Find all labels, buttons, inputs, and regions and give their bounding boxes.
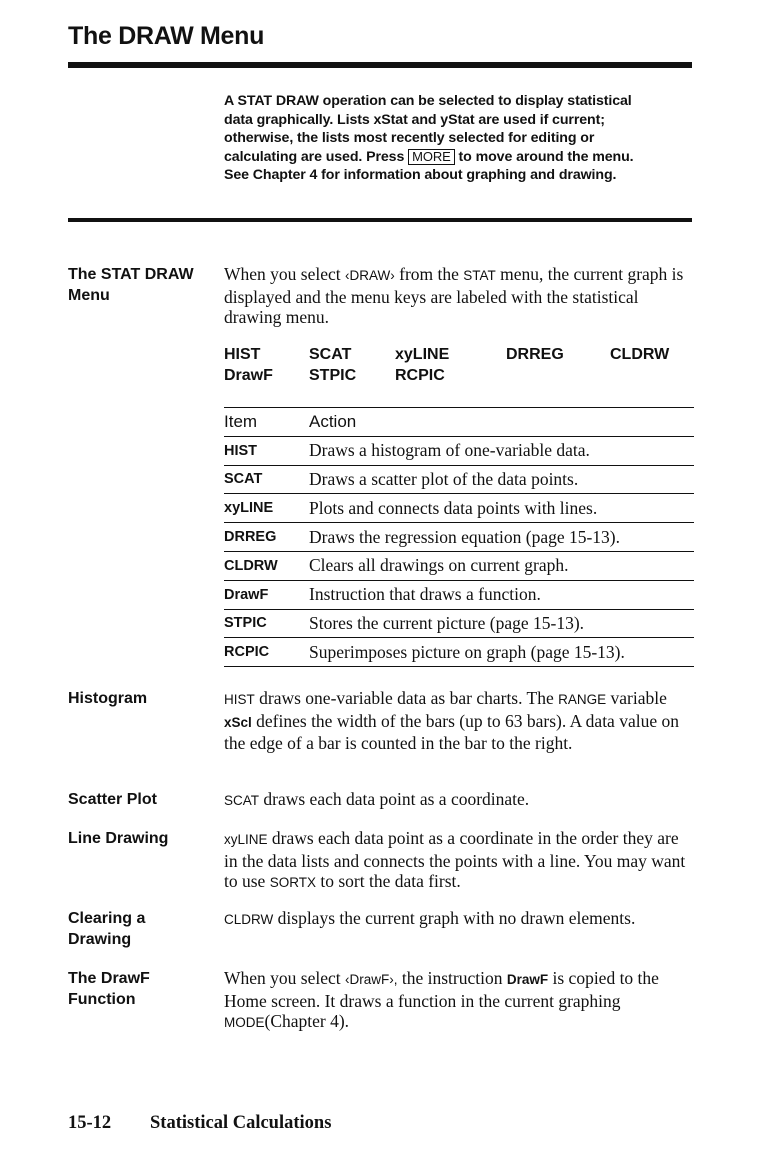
- intro-line: See Chapter 4 for information about graphing and drawing.: [224, 167, 617, 183]
- menu-labels: [224, 346, 694, 388]
- line-drawing-heading: Line Drawing: [68, 830, 169, 847]
- title-rule: [68, 62, 692, 68]
- intro-line: A STAT DRAW operation can be selected to display statistical: [224, 93, 632, 109]
- menu-label-drreg: DRREG: [506, 346, 564, 363]
- item-cell: CLDRW: [224, 551, 309, 580]
- table-row: [224, 609, 694, 638]
- histogram-text: HIST draws one-variable data as bar charts. The RANGE variable xScl defines the width of the bars (up to 63 bars). A data value on the edge of a bar is counted in the bar to the right.: [224, 688, 679, 753]
- action-cell: Stores the current picture (page 15-13).: [309, 609, 694, 638]
- table-header-row: [224, 408, 694, 437]
- scatter-plot-heading: Scatter Plot: [68, 791, 157, 808]
- table-row: [224, 494, 694, 523]
- action-cell: Draws the regression equation (page 15-13).: [309, 523, 694, 552]
- header-item: Item: [224, 408, 309, 437]
- header-action: Action: [309, 408, 694, 437]
- action-cell: Instruction that draws a function.: [309, 580, 694, 609]
- drawf-heading: The DrawF Function: [68, 970, 150, 1008]
- menu-label-scat: SCAT: [309, 346, 352, 363]
- drawf-text: When you select ‹DrawF›, the instruction DrawF is copied to the Home screen. It draws a function in the current graphing MODE(Chapter 4).: [224, 968, 659, 1031]
- section-rule: [68, 218, 692, 222]
- item-cell: xyLINE: [224, 494, 309, 523]
- item-cell: DrawF: [224, 580, 309, 609]
- stat-draw-menu-text: When you select ‹DRAW› from the STAT menu, the current graph is displayed and the menu keys are labeled with the statistical drawing menu.: [224, 264, 684, 327]
- item-cell: STPIC: [224, 609, 309, 638]
- clearing-drawing-heading: Clearing a Drawing: [68, 910, 146, 948]
- action-cell: Draws a histogram of one-variable data.: [309, 436, 694, 465]
- menu-label-stpic: STPIC: [309, 367, 357, 384]
- table-row: [224, 436, 694, 465]
- item-cell: DRREG: [224, 523, 309, 552]
- page-number: 15-12: [68, 1113, 112, 1133]
- item-action-table: [224, 407, 694, 667]
- more-key: MORE: [408, 149, 455, 165]
- histogram-heading: Histogram: [68, 690, 148, 707]
- table-row: [224, 551, 694, 580]
- page-title: The DRAW Menu: [68, 22, 265, 50]
- table-row: [224, 638, 694, 667]
- item-cell: SCAT: [224, 465, 309, 494]
- table-row: [224, 580, 694, 609]
- item-cell: HIST: [224, 436, 309, 465]
- clearing-drawing-text: CLDRW displays the current graph with no drawn elements.: [224, 908, 636, 928]
- action-cell: Superimposes picture on graph (page 15-13).: [309, 638, 694, 667]
- action-cell: Clears all drawings on current graph.: [309, 551, 694, 580]
- intro-paragraph: [224, 92, 694, 185]
- menu-label-drawf: DrawF: [224, 367, 273, 384]
- menu-label-rcpic: RCPIC: [395, 367, 445, 384]
- line-drawing-text: xyLINE draws each data point as a coordinate in the order they are in the data lists and connects the points with a line. You may want to use SORTX to sort the data first.: [224, 828, 686, 891]
- table-row: [224, 465, 694, 494]
- scatter-plot-text: SCAT draws each data point as a coordinate.: [224, 789, 530, 809]
- intro-line: data graphically. Lists xStat and yStat are used if current;: [224, 111, 605, 128]
- stat-draw-menu-heading: The STAT DRAW Menu: [68, 266, 194, 304]
- intro-line: otherwise, the lists most recently selected for editing or: [224, 130, 595, 146]
- action-cell: Plots and connects data points with lines.: [309, 494, 694, 523]
- item-cell: RCPIC: [224, 638, 309, 667]
- action-cell: Draws a scatter plot of the data points.: [309, 465, 694, 494]
- draw-key: ‹DRAW›: [345, 268, 395, 283]
- section-title: Statistical Calculations: [150, 1113, 332, 1133]
- menu-label-cldrw: CLDRW: [610, 346, 670, 363]
- intro-line: calculating are used. Press MORE to move around the menu.: [224, 148, 634, 165]
- menu-label-xyline: xyLINE: [395, 346, 450, 363]
- menu-label-hist: HIST: [224, 346, 261, 363]
- table-row: [224, 523, 694, 552]
